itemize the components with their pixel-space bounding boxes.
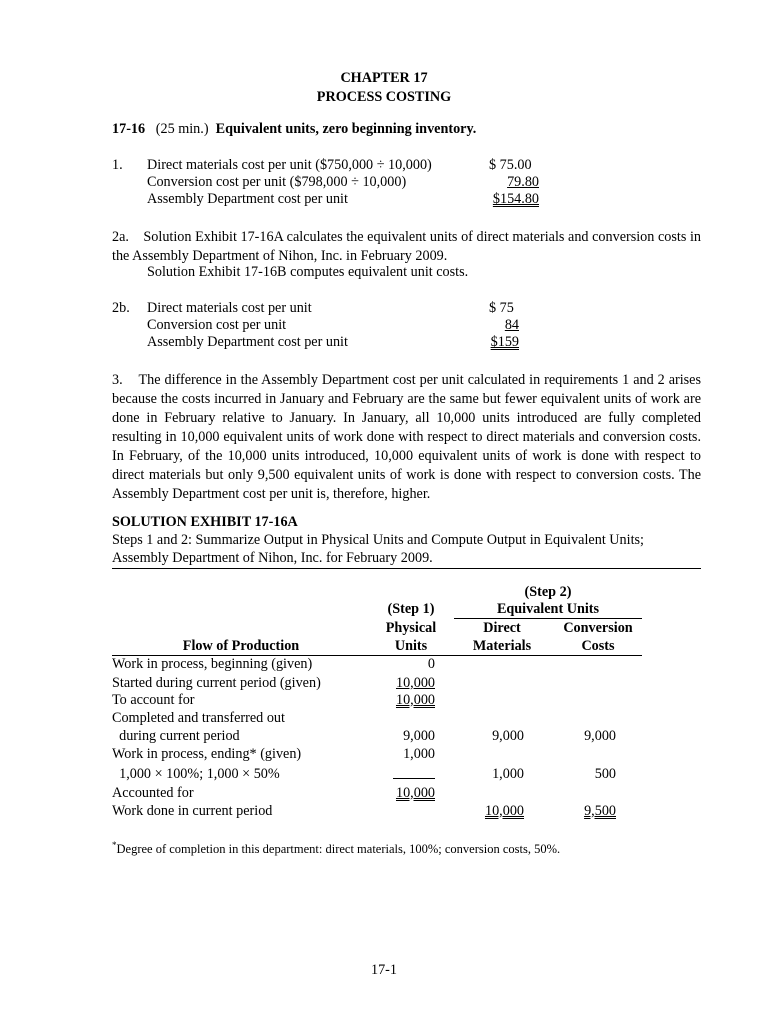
problem-heading [112, 121, 476, 138]
table-row-label: Work in process, ending* (given) [112, 746, 302, 762]
req2b-value: 84 [504, 317, 519, 333]
header-direct: Direct [483, 620, 521, 636]
table-row-label: 1,000 × 100%; 1,000 × 50% [112, 766, 280, 782]
table-row-label: Work in process, beginning (given) [112, 656, 313, 672]
table-row-label: Accounted for [112, 785, 194, 801]
exhibit-subtitle: Assembly Department of Nihon, Inc. for February 2009. [112, 550, 433, 566]
header-flow-of-production: Flow of Production [182, 638, 300, 654]
table-cell-conversion-costs: 9,500 [584, 803, 616, 819]
footnote-text: Degree of completion in this department: direct materials, 100%; conversion costs, 50%. [116, 842, 561, 857]
table-cell-physical: 1,000 [403, 746, 435, 762]
req1-label: Direct materials cost per unit ($750,000 ÷ 10,000) [147, 157, 432, 173]
exhibit-title: SOLUTION EXHIBIT 17-16A [112, 514, 298, 530]
chapter-heading: CHAPTER 17 [340, 70, 428, 86]
req2b-number: 2b. [112, 300, 130, 316]
req1-value: $ 75.00 [489, 157, 532, 173]
header-step1: (Step 1) [387, 601, 435, 617]
problem-title: Equivalent units, zero beginning inventory. [215, 121, 477, 137]
req2b-value: $ 75 [489, 300, 514, 316]
chapter-title: PROCESS COSTING [316, 89, 452, 105]
exhibit-subtitle: Steps 1 and 2: Summarize Output in Physical Units and Compute Output in Equivalent Units; [112, 532, 644, 548]
table-cell-direct-materials: 10,000 [484, 803, 524, 819]
req1-label: Assembly Department cost per unit [147, 191, 348, 207]
table-cell-physical: 9,000 [403, 728, 435, 744]
req2a-number: 2a. [112, 229, 129, 245]
table-row-label: during current period [112, 728, 240, 744]
exhibit-top-rule [112, 568, 701, 569]
req1-number: 1. [112, 157, 123, 173]
table-cell-physical: 10,000 [395, 692, 435, 708]
header-physical: Physical [385, 620, 437, 636]
req2b-label: Assembly Department cost per unit [147, 334, 348, 350]
req1-label: Conversion cost per unit ($798,000 ÷ 10,000) [147, 174, 407, 190]
header-materials: Materials [472, 638, 532, 654]
footnote-mark: * [112, 840, 117, 850]
header-conversion: Conversion [563, 620, 633, 636]
table-row-label: Completed and transferred out [112, 710, 285, 726]
blank-underline [393, 764, 435, 779]
req2a-text: Solution Exhibit 17-16A calculates the equivalent units of direct materials and conversion costs in the Assembly Department of Nihon, Inc. in February 2009. [112, 229, 702, 264]
req2a-text2: Solution Exhibit 17-16B computes equivalent unit costs. [147, 264, 469, 280]
req2a-paragraph [112, 228, 701, 266]
header-units: Units [394, 638, 428, 654]
req1-value: 79.80 [507, 174, 539, 190]
problem-time: (25 min.) [155, 121, 209, 137]
table-cell-conversion-costs: 500 [594, 766, 616, 782]
req2b-label: Direct materials cost per unit [147, 300, 312, 316]
equivalent-units-rule [454, 618, 642, 619]
header-costs: Costs [581, 638, 615, 654]
req3-text: The difference in the Assembly Department cost per unit calculated in requirements 1 and 2 arises because the costs incurred in January and February are the same but fewer equivalent units of work are done in February relative to January. In January, all 10,000 units introduced are fully completed resulting in 10,000 equivalent units of work done with respect to direct materials and conversion costs. In February, of the 10,000 units introduced, 10,000 equivalent units of work is done with respect to direct materials but only 9,500 equivalent units of work is done with respect to conversion costs. The Assembly Department cost per unit is, therefore, higher. [112, 372, 701, 502]
footnote [112, 837, 560, 857]
page-number: 17-1 [370, 962, 397, 978]
table-cell-direct-materials: 1,000 [492, 766, 524, 782]
problem-number: 17-16 [112, 121, 146, 137]
table-cell-physical: 10,000 [395, 675, 435, 691]
table-row-label: Started during current period (given) [112, 675, 321, 691]
table-cell-physical: 10,000 [395, 785, 435, 801]
req2b-value: $159 [490, 334, 519, 350]
table-row-label: Work done in current period [112, 803, 273, 819]
req3-paragraph [112, 371, 701, 504]
header-equivalent-units: Equivalent Units [496, 601, 600, 617]
req2b-label: Conversion cost per unit [147, 317, 287, 333]
table-cell-physical: 0 [427, 656, 435, 672]
header-step2: (Step 2) [524, 584, 572, 600]
table-cell-direct-materials: 9,000 [492, 728, 524, 744]
req1-value: $154.80 [492, 191, 539, 207]
req3-number: 3. [112, 372, 123, 388]
table-cell-conversion-costs: 9,000 [584, 728, 616, 744]
table-row-label: To account for [112, 692, 195, 708]
